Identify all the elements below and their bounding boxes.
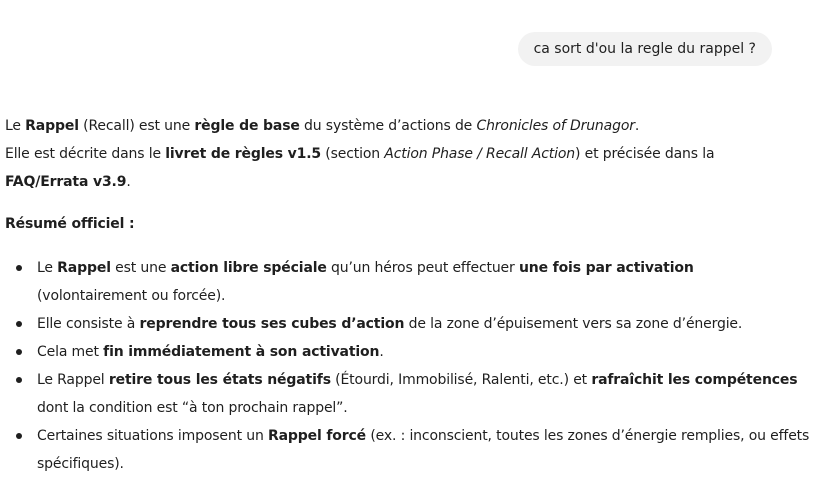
list-item: Certaines situations imposent un Rappel forcé (ex. : inconscient, toutes les zones d’énergie remplies, ou effets spécifiques). — [5, 422, 813, 478]
list-item: Le Rappel retire tous les états négatifs (Étourdi, Immobilisé, Ralenti, etc.) et rafraîchit les compétences dont la condition est “à ton prochain rappel”. — [5, 366, 813, 422]
assistant-answer — [5, 112, 813, 478]
answer-bullet-list — [5, 254, 813, 478]
list-item: Elle consiste à reprendre tous ses cubes d’action de la zone d’épuisement vers sa zone d’énergie. — [5, 310, 813, 338]
list-item: Cela met fin immédiatement à son activation. — [5, 338, 813, 366]
answer-heading: Résumé officiel : — [5, 216, 135, 232]
user-message-bubble — [518, 32, 772, 66]
user-message-text: ca sort d'ou la regle du rappel ? — [533, 41, 756, 57]
answer-intro: Le Rappel (Recall) est une règle de base du système d’actions de Chronicles of Drunagor. Elle est décrite dans le livret de règles v1.5 (section Action Phase / Recall Action) et précisée dans la FAQ/Errata v3.9. — [5, 118, 715, 190]
list-item: Le Rappel est une action libre spéciale qu’un héros peut effectuer une fois par activation (volontairement ou forcée). — [5, 254, 813, 310]
